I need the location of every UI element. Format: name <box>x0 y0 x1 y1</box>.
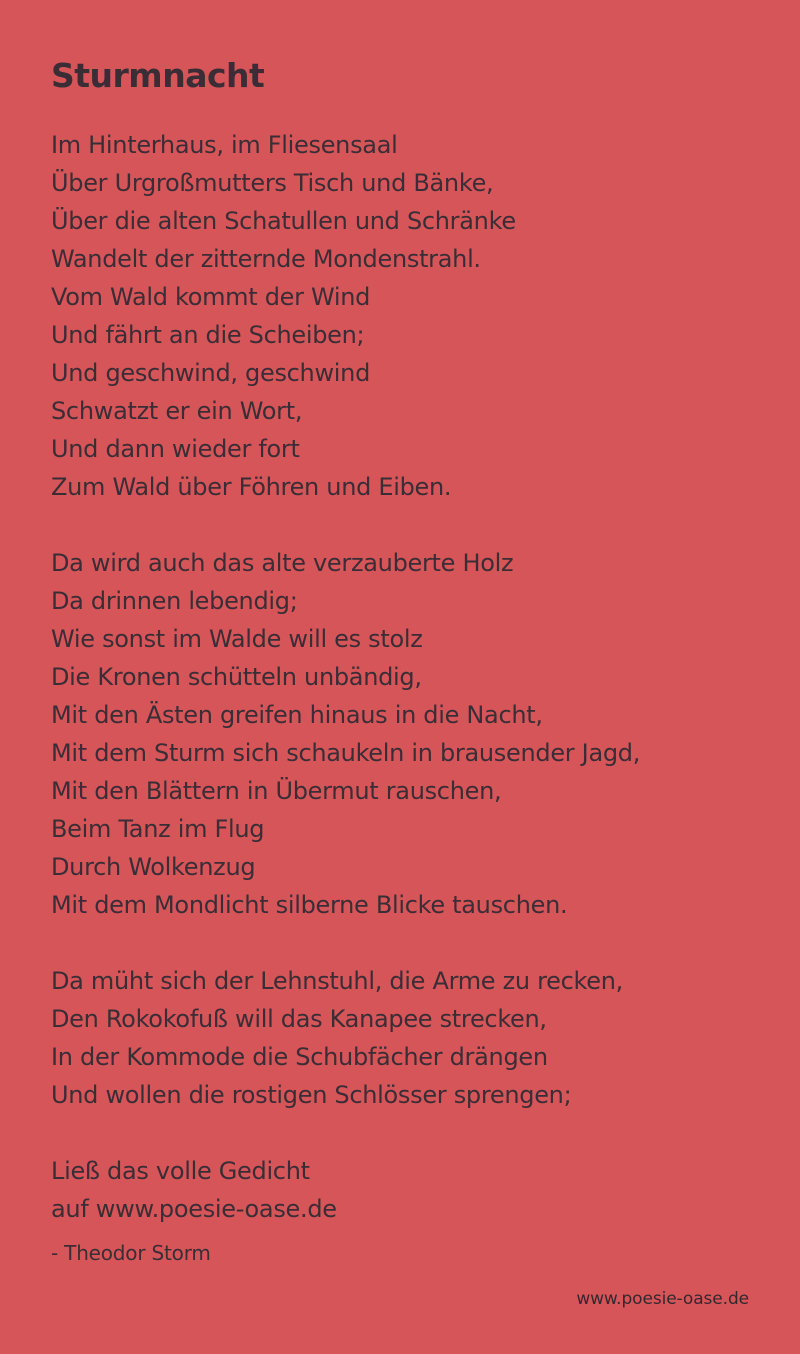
note-line: Ließ das volle Gedicht <box>51 1157 310 1185</box>
note-line: auf www.poesie-oase.de <box>51 1195 337 1223</box>
poem-line: Durch Wolkenzug <box>51 853 256 881</box>
poem-line: Beim Tanz im Flug <box>51 815 265 843</box>
stanza-3 <box>51 962 623 1114</box>
poem-line: Da wird auch das alte verzauberte Holz <box>51 549 514 577</box>
poem-line: Wandelt der zitternde Mondenstrahl. <box>51 245 481 273</box>
poem-line: Den Rokokofuß will das Kanapee strecken, <box>51 1005 547 1033</box>
poem-line: Vom Wald kommt der Wind <box>51 283 371 311</box>
poem-line: Und wollen die rostigen Schlösser sprengen; <box>51 1081 572 1109</box>
website-footer: www.poesie-oase.de <box>576 1289 749 1309</box>
poem-line: Und dann wieder fort <box>51 435 300 463</box>
poem-line: Da drinnen lebendig; <box>51 587 298 615</box>
stanza-2 <box>51 544 640 924</box>
poem-line: Und fährt an die Scheiben; <box>51 321 365 349</box>
author-credit: - Theodor Storm <box>51 1241 211 1265</box>
full-poem-note <box>51 1152 337 1228</box>
poem-line: Über die alten Schatullen und Schränke <box>51 207 516 235</box>
poem-line: In der Kommode die Schubfächer drängen <box>51 1043 548 1071</box>
poem-line: Und geschwind, geschwind <box>51 359 371 387</box>
poem-title: Sturmnacht <box>51 56 265 95</box>
poem-line: Mit dem Sturm sich schaukeln in brausender Jagd, <box>51 739 641 767</box>
poem-line: Schwatzt er ein Wort, <box>51 397 303 425</box>
poem-line: Die Kronen schütteln unbändig, <box>51 663 422 691</box>
poem-line: Da müht sich der Lehnstuhl, die Arme zu recken, <box>51 967 623 995</box>
poem-line: Mit den Blättern in Übermut rauschen, <box>51 777 502 805</box>
poem-line: Über Urgroßmutters Tisch und Bänke, <box>51 169 494 197</box>
poem-line: Wie sonst im Walde will es stolz <box>51 625 423 653</box>
poem-line: Zum Wald über Föhren und Eiben. <box>51 473 452 501</box>
poem-line: Mit den Ästen greifen hinaus in die Nacht, <box>51 701 543 729</box>
stanza-1 <box>51 126 516 506</box>
poem-line: Mit dem Mondlicht silberne Blicke tauschen. <box>51 891 568 919</box>
poem-line: Im Hinterhaus, im Fliesensaal <box>51 131 398 159</box>
